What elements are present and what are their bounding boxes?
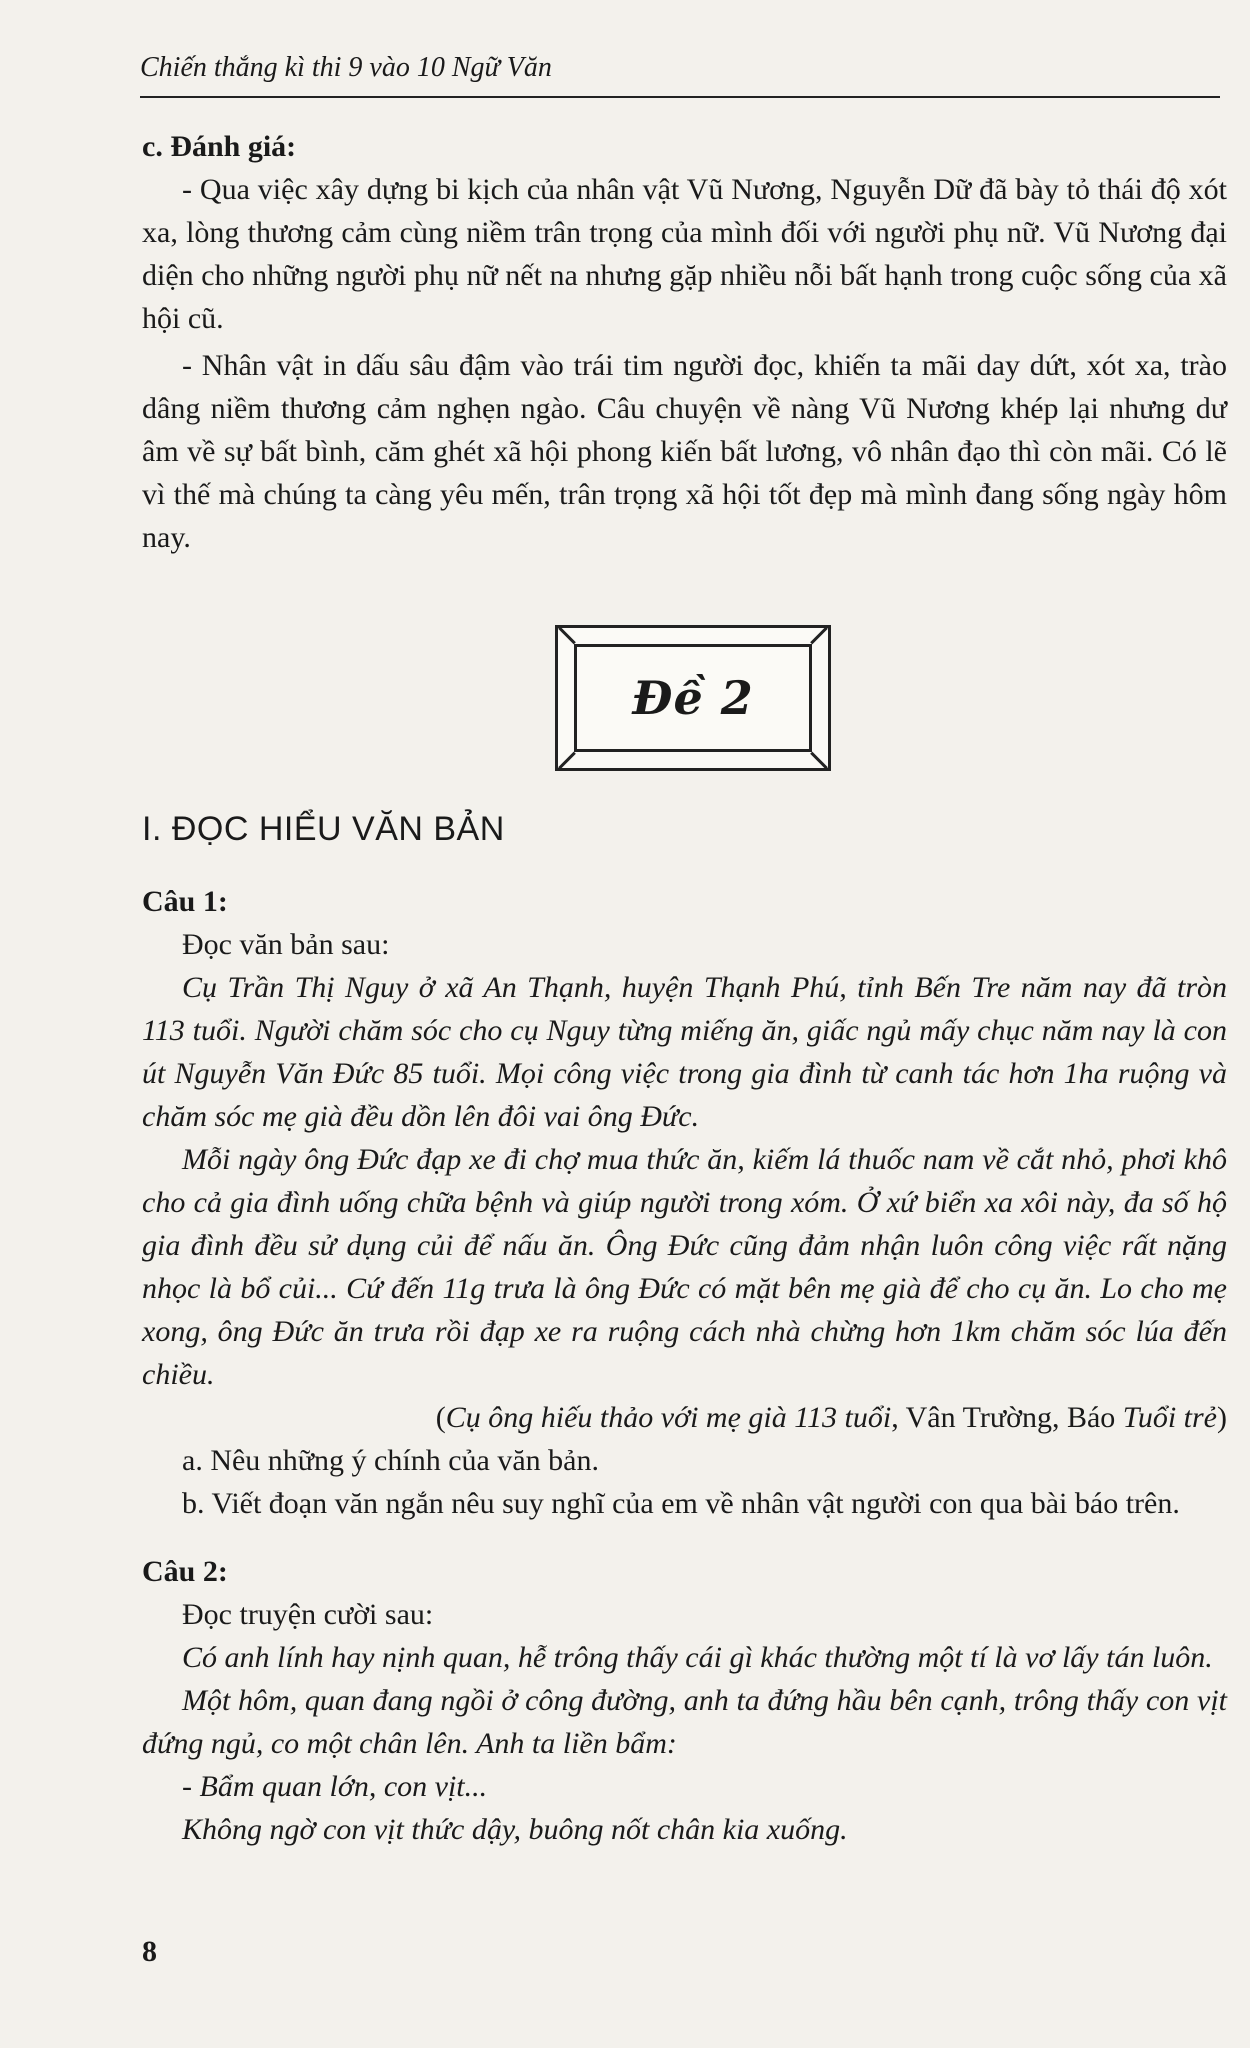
question-1a: a. Nêu những ý chính của văn bản.: [182, 1444, 599, 1477]
header-rule: [140, 96, 1220, 98]
exam-title-box: [555, 625, 831, 771]
joke-paragraph-3: - Bẩm quan lớn, con vịt...: [182, 1770, 488, 1803]
question-1: [142, 880, 1227, 1525]
passage-paragraph-1: Cụ Trần Thị Nguy ở xã An Thạnh, huyện Thạnh Phú, tỉnh Bến Tre năm nay đã tròn 113 tuổi. Người chăm sóc cho cụ Nguy từng miếng ăn, giấc ngủ mấy chục năm nay là con út Nguyễn Văn Đức 85 tuổi. Mọi công việc trong gia đình từ canh tác hơn 1ha ruộng và chăm sóc mẹ già đều dồn lên đôi vai ông Đức.: [142, 971, 1227, 1133]
running-header: Chiến thắng kì thi 9 vào 10 Ngữ Văn: [140, 52, 552, 83]
question-1-intro: Đọc văn bản sau:: [182, 928, 390, 961]
source-newspaper: Tuổi trẻ: [1122, 1401, 1217, 1434]
joke-paragraph-4: Không ngờ con vịt thức dậy, buông nốt chân kia xuống.: [182, 1813, 848, 1846]
question-1-label: Câu 1:: [142, 885, 228, 918]
joke-paragraph-1: Có anh lính hay nịnh quan, hễ trông thấy cái gì khác thường một tí là vơ lấy tán luôn.: [182, 1641, 1213, 1674]
question-2-label: Câu 2:: [142, 1555, 228, 1588]
page-number: 8: [142, 1935, 157, 1968]
passage-source: (Cụ ông hiếu thảo với mẹ già 113 tuổi, Vân Trường, Báo Tuổi trẻ): [435, 1401, 1227, 1434]
question-2: [142, 1550, 1227, 1851]
question-2-intro: Đọc truyện cười sau:: [182, 1598, 434, 1631]
section-c-heading: c. Đánh giá:: [142, 130, 297, 163]
question-1b: b. Viết đoạn văn ngắn nêu suy nghĩ của em về nhân vật người con qua bài báo trên.: [182, 1487, 1180, 1520]
exam-title: Đề 2: [632, 671, 754, 725]
part-heading: I. ĐỌC HIỂU VĂN BẢN: [142, 810, 505, 848]
joke-paragraph-2: Một hôm, quan đang ngồi ở công đường, anh ta đứng hầu bên cạnh, trông thấy con vịt đứng ngủ, co một chân lên. Anh ta liền bẩm:: [142, 1684, 1227, 1760]
section-c-paragraph-1: - Qua việc xây dựng bi kịch của nhân vật Vũ Nương, Nguyễn Dữ đã bày tỏ thái độ xót xa, lòng thương cảm cùng niềm trân trọng của mình đối với người phụ nữ. Vũ Nương đại diện cho những người phụ nữ nết na nhưng gặp nhiều nỗi bất hạnh trong cuộc sống của xã hội cũ.: [142, 173, 1227, 335]
section-c: [142, 125, 1227, 559]
source-article-title: Cụ ông hiếu thảo với mẹ già 113 tuổi: [445, 1401, 892, 1434]
passage-paragraph-2: Mỗi ngày ông Đức đạp xe đi chợ mua thức ăn, kiếm lá thuốc nam về cắt nhỏ, phơi khô cho cả gia đình uống chữa bệnh và giúp người trong xóm. Ở xứ biển xa xôi này, đa số hộ gia đình đều sử dụng củi để nấu ăn. Ông Đức cũng đảm nhận luôn công việc rất nặng nhọc là bổ củi... Cứ đến 11g trưa là ông Đức có mặt bên mẹ già để cho cụ ăn. Lo cho mẹ xong, ông Đức ăn trưa rồi đạp xe ra ruộng cách nhà chừng hơn 1km chăm sóc lúa đến chiều.: [142, 1143, 1227, 1391]
section-c-paragraph-2: - Nhân vật in dấu sâu đậm vào trái tim người đọc, khiến ta mãi day dứt, xót xa, trào dâng niềm thương cảm nghẹn ngào. Câu chuyện về nàng Vũ Nương khép lại nhưng dư âm về sự bất bình, căm ghét xã hội phong kiến bất lương, vô nhân đạo thì còn mãi. Có lẽ vì thế mà chúng ta càng yêu mến, trân trọng xã hội tốt đẹp mà mình đang sống ngày hôm nay.: [142, 349, 1227, 554]
